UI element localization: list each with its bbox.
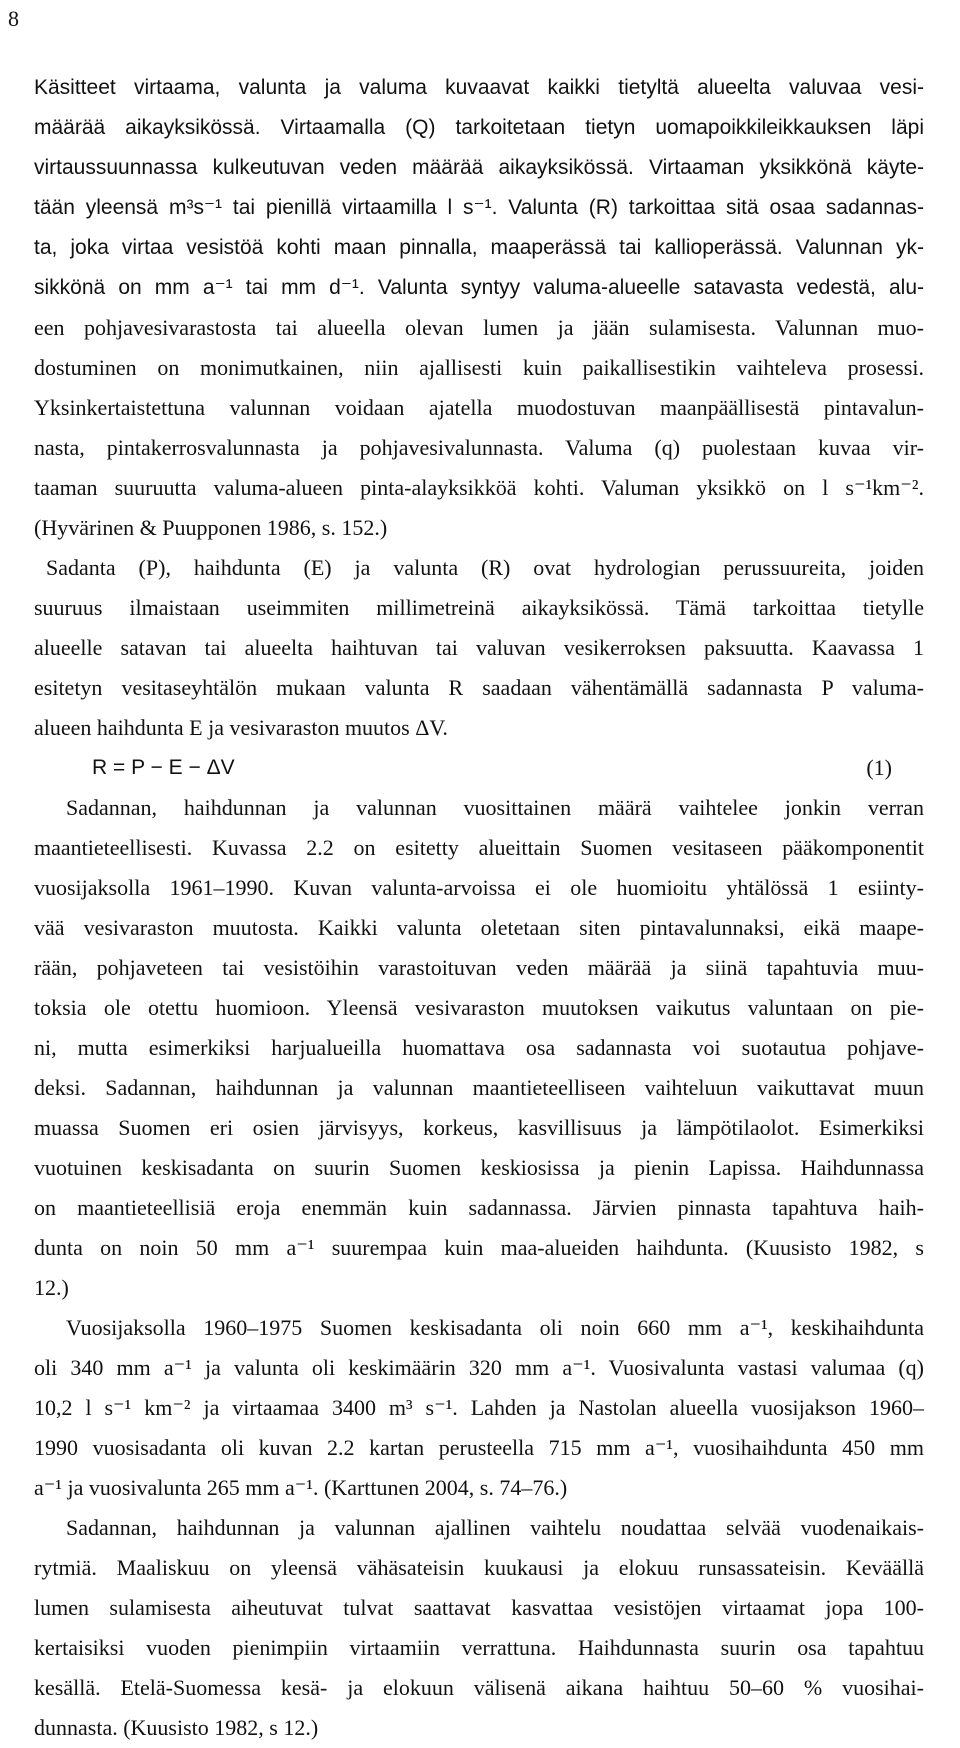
text-line: Yksinkertaistettuna valunnan voidaan ajatella muodostuvan maanpäällisestä pintavalun- [34,395,924,420]
equation [34,748,924,788]
page-number: 8 [8,6,19,31]
text-line: Sadannan, haihdunnan ja valunnan vuosittainen määrä vaihtelee jonkin verran [66,795,924,820]
text-line: tään yleensä m³s⁻¹ tai pienillä virtaamilla l s⁻¹. Valunta (R) tarkoittaa sitä osaa sadannas- [34,196,924,219]
text-line: vuosijaksolla 1961–1990. Kuvan valunta-arvoissa ei ole huomioitu yhtälössä 1 esiinty- [34,875,924,900]
text-line: esitetyn vesitaseyhtälön mukaan valunta R saadaan vähentämällä sadannasta P valuma- [34,675,924,700]
text-line: dostuminen on monimutkainen, niin ajallisesti kuin paikallisestikin vaihteleva prosessi. [34,355,924,380]
text-line: alueelle satavan tai alueelta haihtuvan tai valuvan vesikerroksen paksuutta. Kaavassa 1 [34,635,924,660]
equation-number: (1) [866,755,892,780]
text-line: dunta on noin 50 mm a⁻¹ suurempaa kuin maa-alueiden haihdunta. (Kuusisto 1982, s [34,1235,924,1260]
text-line: toksia ole otettu huomioon. Yleensä vesivaraston muutoksen vaikutus valuntaan on pie- [34,995,924,1020]
text-line: määrää aikayksikössä. Virtaamalla (Q) tarkoitetaan tietyn uomapoikkileikkauksen läpi [34,116,924,139]
paragraph-definitions [34,68,924,548]
text-line: kesällä. Etelä-Suomessa kesä- ja elokuun välisenä aikana haihtuu 50–60 % vuosihai- [34,1675,924,1700]
text-line: 10,2 l s⁻¹ km⁻² ja virtaamaa 3400 m³ s⁻¹. Lahden ja Nastolan alueella vuosijakson 1960– [34,1395,924,1420]
text-line: Sadanta (P), haihdunta (E) ja valunta (R) ovat hydrologian perussuureita, joiden [46,555,924,580]
paragraph-seasonal-variation [34,1508,924,1748]
text-line: suuruus ilmaistaan useimmiten millimetreinä aikayksikössä. Tämä tarkoittaa tietylle [34,595,924,620]
text-line: a⁻¹ ja vuosivalunta 265 mm a⁻¹. (Karttunen 2004, s. 74–76.) [34,1475,568,1500]
document-body [34,68,924,1748]
text-line: ni, mutta esimerkiksi harjualueilla huomattava osa sadannasta voi suotautua pohjave- [34,1035,924,1060]
text-line: 12.) [34,1275,69,1300]
text-line: virtaussuunnassa kulkeutuvan veden määrää aikayksikössä. Virtaaman yksikkönä käyte- [34,156,924,179]
text-line: kertaisiksi vuoden pienimpiin virtaamiin verrattuna. Haihdunnasta suurin osa tapahtuu [34,1635,924,1660]
text-line: een pohjavesivarastosta tai alueella olevan lumen ja jään sulamisesta. Valunnan muo- [34,315,924,340]
text-line: on maantieteellisiä eroja enemmän kuin sadannassa. Järvien pinnasta tapahtuva haih- [34,1195,924,1220]
text-line: ta, joka virtaa vesistöä kohti maan pinnalla, maaperässä tai kallioperässä. Valunnan yk- [34,236,924,259]
text-line: rytmiä. Maaliskuu on yleensä vähäsateisin kuukausi ja elokuu runsassateisin. Keväällä [34,1555,924,1580]
equation-formula: R = P − E − ΔV [92,756,235,779]
text-line: taaman suuruutta valuma-alueen pinta-alayksikköä kohti. Valuman yksikkö on l s⁻¹km⁻². [34,475,924,500]
text-line: Käsitteet virtaama, valunta ja valuma kuvaavat kaikki tietyltä alueelta valuvaa vesi- [34,76,924,99]
paragraph-water-balance [34,548,924,748]
text-line: vuotuinen keskisadanta on suurin Suomen keskiosissa ja pienin Lapissa. Haihdunnassa [34,1155,924,1180]
paragraph-annual-figures [34,1308,924,1508]
text-line: 1990 vuosisadanta oli kuvan 2.2 kartan perusteella 715 mm a⁻¹, vuosihaihdunta 450 mm [34,1435,924,1460]
text-line: lumen sulamisesta aiheutuvat tulvat saattavat kasvattaa vesistöjen virtaamat jopa 100- [34,1595,924,1620]
paragraph-geographic-variation [34,788,924,1308]
text-line: oli 340 mm a⁻¹ ja valunta oli keskimäärin 320 mm a⁻¹. Vuosivalunta vastasi valumaa (q) [34,1355,924,1380]
text-line: maantieteellisesti. Kuvassa 2.2 on esitetty alueittain Suomen vesitaseen pääkomponentit [34,835,924,860]
text-line: sikkönä on mm a⁻¹ tai mm d⁻¹. Valunta syntyy valuma-alueelle satavasta vedestä, alu- [34,276,924,299]
text-line: vää vesivaraston muutosta. Kaikki valunta oletetaan siten pintavalunnaksi, eikä maape- [34,915,924,940]
text-line: rään, pohjaveteen tai vesistöihin varastoituvan veden määrää ja siinä tapahtuvia muu- [34,955,924,980]
text-line: Sadannan, haihdunnan ja valunnan ajallinen vaihtelu noudattaa selvää vuodenaikais- [66,1515,924,1540]
text-line: dunnasta. (Kuusisto 1982, s 12.) [34,1715,319,1740]
text-line: muassa Suomen eri osien järvisyys, korkeus, kasvillisuus ja lämpötilaolot. Esimerkiksi [34,1115,924,1140]
text-line: nasta, pintakerrosvalunnasta ja pohjavesivalunnasta. Valuma (q) puolestaan kuvaa vir- [34,435,924,460]
text-line: deksi. Sadannan, haihdunnan ja valunnan maantieteelliseen vaihteluun vaikuttavat muun [34,1075,924,1100]
text-line: (Hyvärinen & Puupponen 1986, s. 152.) [34,515,388,540]
text-line: alueen haihdunta E ja vesivaraston muutos ΔV. [34,715,448,740]
text-line: Vuosijaksolla 1960–1975 Suomen keskisadanta oli noin 660 mm a⁻¹, keskihaihdunta [66,1315,924,1340]
